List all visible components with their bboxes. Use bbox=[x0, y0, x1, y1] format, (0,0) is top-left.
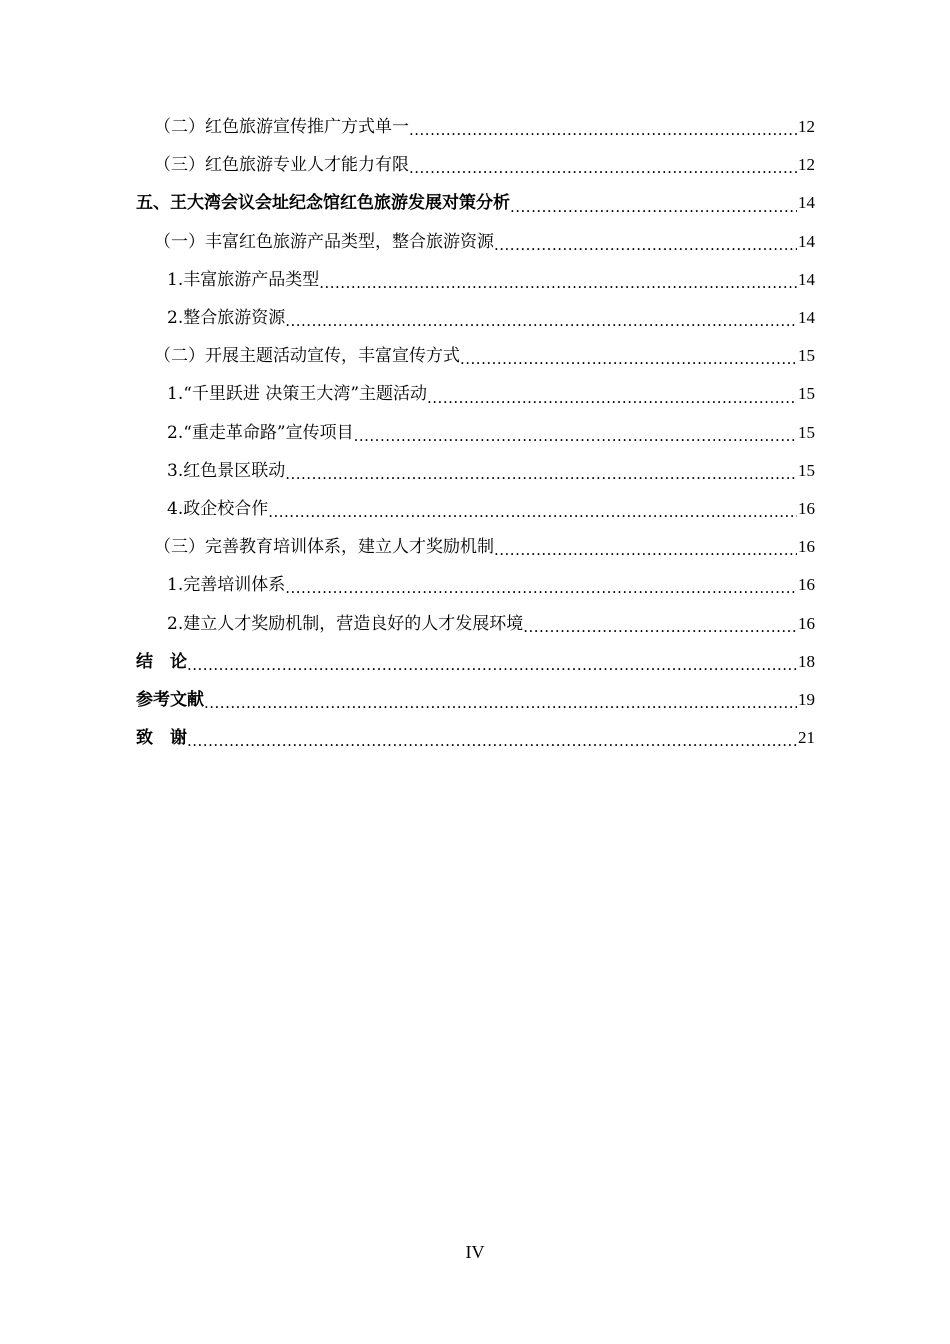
toc-entry-page-number: 15 bbox=[798, 384, 815, 404]
toc-dot-leader bbox=[510, 200, 797, 223]
toc-entry[interactable] bbox=[0, 490, 950, 528]
toc-entry-page-number: 12 bbox=[798, 155, 815, 175]
toc-entry-title: 1.完善培训体系 bbox=[167, 575, 286, 596]
toc-dot-leader bbox=[187, 734, 797, 757]
toc-entry-page-number: 16 bbox=[798, 613, 815, 633]
toc-entry[interactable] bbox=[0, 528, 950, 566]
toc-entry-page-number: 12 bbox=[798, 117, 815, 137]
toc-dot-leader bbox=[285, 581, 797, 604]
toc-entry[interactable] bbox=[0, 184, 950, 222]
toc-entry-page-number: 15 bbox=[798, 460, 815, 480]
toc-entry-title: （三）红色旅游专业人才能力有限 bbox=[154, 155, 409, 176]
toc-dot-leader bbox=[204, 696, 797, 719]
toc-entry-title: 参考文献 bbox=[136, 689, 204, 710]
toc-entry-title: （二）红色旅游宣传推广方式单一 bbox=[154, 117, 409, 138]
toc-entry[interactable] bbox=[0, 375, 950, 413]
toc-entry-page-number: 19 bbox=[798, 689, 815, 709]
toc-entry-title: 3.红色景区联动 bbox=[167, 460, 286, 481]
toc-entry[interactable] bbox=[0, 108, 950, 146]
toc-dot-leader bbox=[494, 543, 797, 566]
toc-entry-page-number: 15 bbox=[798, 422, 815, 442]
toc-entry-page-number: 21 bbox=[798, 728, 815, 748]
toc-dot-leader bbox=[319, 276, 797, 299]
toc-dot-leader bbox=[285, 467, 797, 490]
toc-entry-title: （三）完善教育培训体系，建立人才奖励机制 bbox=[154, 537, 494, 558]
toc-entry-page-number: 14 bbox=[798, 231, 815, 251]
toc-entry[interactable] bbox=[0, 452, 950, 490]
toc-entry-page-number: 18 bbox=[798, 651, 815, 671]
toc-entry[interactable] bbox=[0, 223, 950, 261]
toc-entry[interactable] bbox=[0, 643, 950, 681]
toc-entry[interactable] bbox=[0, 566, 950, 604]
toc-entry-title: 五、王大湾会议会址纪念馆红色旅游发展对策分析 bbox=[136, 193, 510, 214]
toc-entry-title: （一）丰富红色旅游产品类型，整合旅游资源 bbox=[154, 231, 494, 252]
toc-dot-leader bbox=[354, 429, 797, 452]
toc-dot-leader bbox=[268, 505, 797, 528]
toc-entry-page-number: 14 bbox=[798, 269, 815, 289]
toc-entry-title: 1.“千里跃进 决策王大湾”主题活动 bbox=[167, 384, 428, 405]
toc-dot-leader bbox=[285, 314, 797, 337]
toc-entry[interactable] bbox=[0, 146, 950, 184]
toc-dot-leader bbox=[494, 238, 797, 261]
table-of-contents bbox=[0, 108, 950, 757]
toc-entry-title: （二）开展主题活动宣传，丰富宣传方式 bbox=[154, 346, 460, 367]
toc-entry[interactable] bbox=[0, 337, 950, 375]
toc-entry-page-number: 14 bbox=[798, 193, 815, 213]
toc-entry[interactable] bbox=[0, 299, 950, 337]
toc-entry-page-number: 16 bbox=[798, 537, 815, 557]
toc-entry-page-number: 16 bbox=[798, 575, 815, 595]
toc-dot-leader bbox=[409, 123, 797, 146]
toc-dot-leader bbox=[187, 658, 797, 681]
toc-dot-leader bbox=[523, 620, 797, 643]
toc-entry-title: 4.政企校合作 bbox=[167, 498, 269, 519]
toc-entry-page-number: 15 bbox=[798, 346, 815, 366]
toc-entry-title: 2.“重走革命路”宣传项目 bbox=[167, 422, 354, 443]
toc-dot-leader bbox=[427, 391, 797, 414]
toc-dot-leader bbox=[409, 161, 797, 184]
toc-entry[interactable] bbox=[0, 681, 950, 719]
toc-entry-page-number: 16 bbox=[798, 498, 815, 518]
toc-entry-title: 1.丰富旅游产品类型 bbox=[167, 269, 320, 290]
toc-entry[interactable] bbox=[0, 414, 950, 452]
toc-entry-page-number: 14 bbox=[798, 308, 815, 328]
toc-entry-title: 2.整合旅游资源 bbox=[167, 308, 286, 329]
toc-dot-leader bbox=[460, 352, 797, 375]
toc-entry-title: 致 谢 bbox=[136, 728, 187, 749]
toc-entry-title: 2.建立人才奖励机制，营造良好的人才发展环境 bbox=[167, 613, 524, 634]
toc-entry[interactable] bbox=[0, 604, 950, 642]
toc-entry[interactable] bbox=[0, 261, 950, 299]
toc-entry[interactable] bbox=[0, 719, 950, 757]
toc-entry-title: 结 论 bbox=[136, 651, 187, 672]
page-number: IV bbox=[465, 1242, 485, 1262]
